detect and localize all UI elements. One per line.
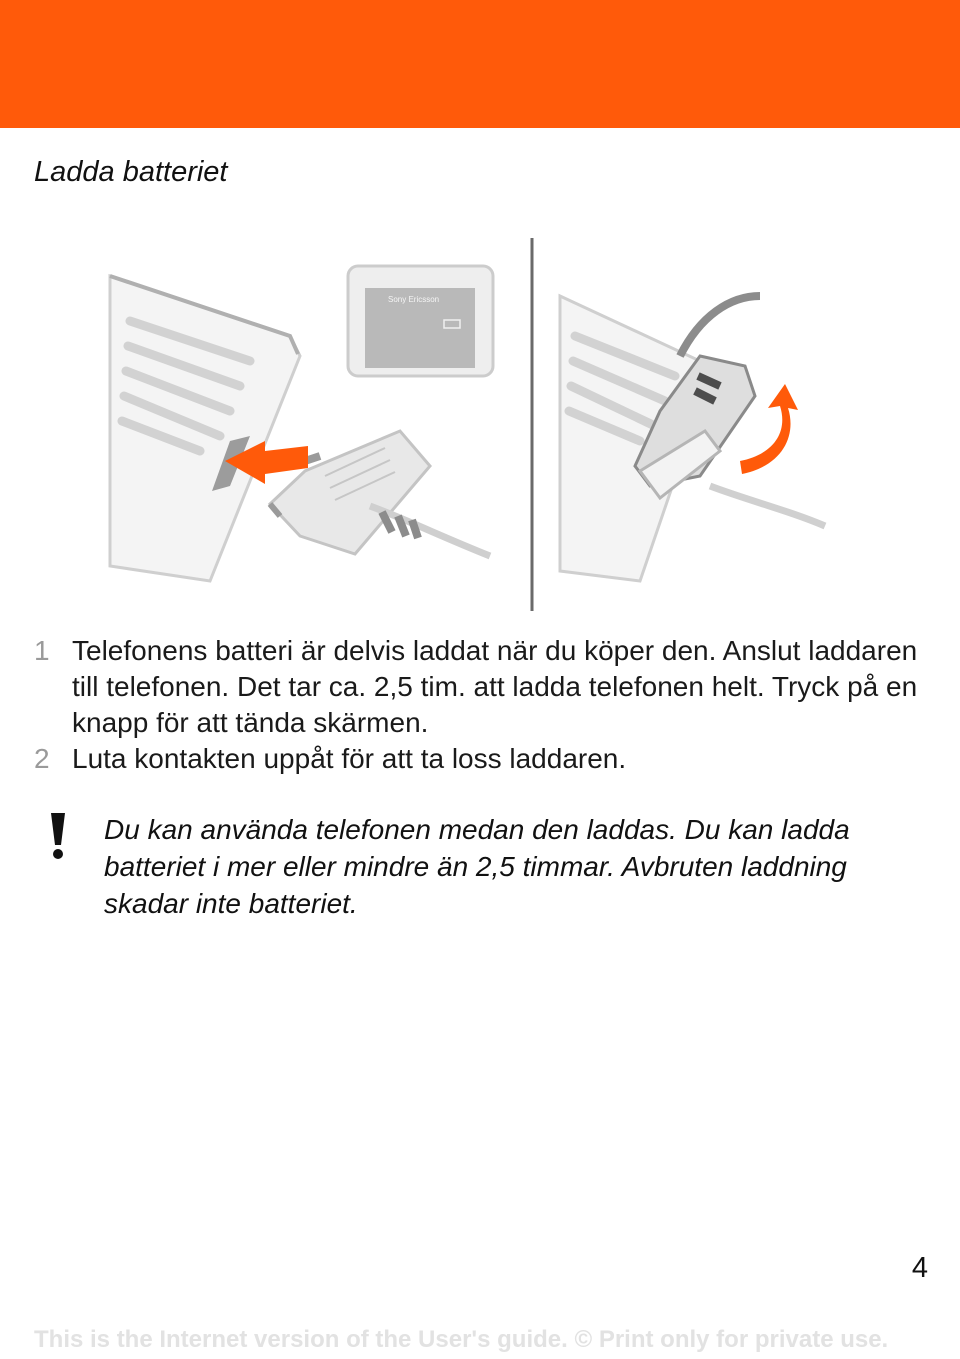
step-2 xyxy=(34,741,934,777)
footer-notice: This is the Internet version of the User's guide. © Print only for private use. xyxy=(34,1326,889,1353)
phone-brand-label: Sony Ericsson xyxy=(388,295,440,304)
step-text: Telefonens batteri är delvis laddat när du köper den. Anslut laddaren till telefonen. Det tar ca. 2,5 tim. att ladda telefonen helt. Tryck på en knapp för att tända skärmen. xyxy=(72,635,918,738)
header-bar xyxy=(0,0,960,128)
charger-illustration xyxy=(100,236,840,616)
note-text: Du kan använda telefonen medan den laddas. Du kan ladda batteriet i mer eller mindre än 2,5 timmar. Avbruten laddning skadar inte batteriet. xyxy=(104,814,850,919)
section-title: Ladda batteriet xyxy=(34,156,228,188)
phone-side-view xyxy=(110,276,300,581)
step-1 xyxy=(34,633,934,741)
exclamation-icon xyxy=(44,811,104,922)
step-number: 2 xyxy=(34,743,50,774)
page-number: 4 xyxy=(911,1252,928,1284)
note-box xyxy=(44,811,924,922)
step-text: Luta kontakten uppåt för att ta loss laddaren. xyxy=(72,743,627,774)
charger-plug-right xyxy=(635,296,825,526)
instruction-steps xyxy=(34,633,934,777)
step-number: 1 xyxy=(34,635,50,666)
phone-front-view xyxy=(348,266,493,376)
